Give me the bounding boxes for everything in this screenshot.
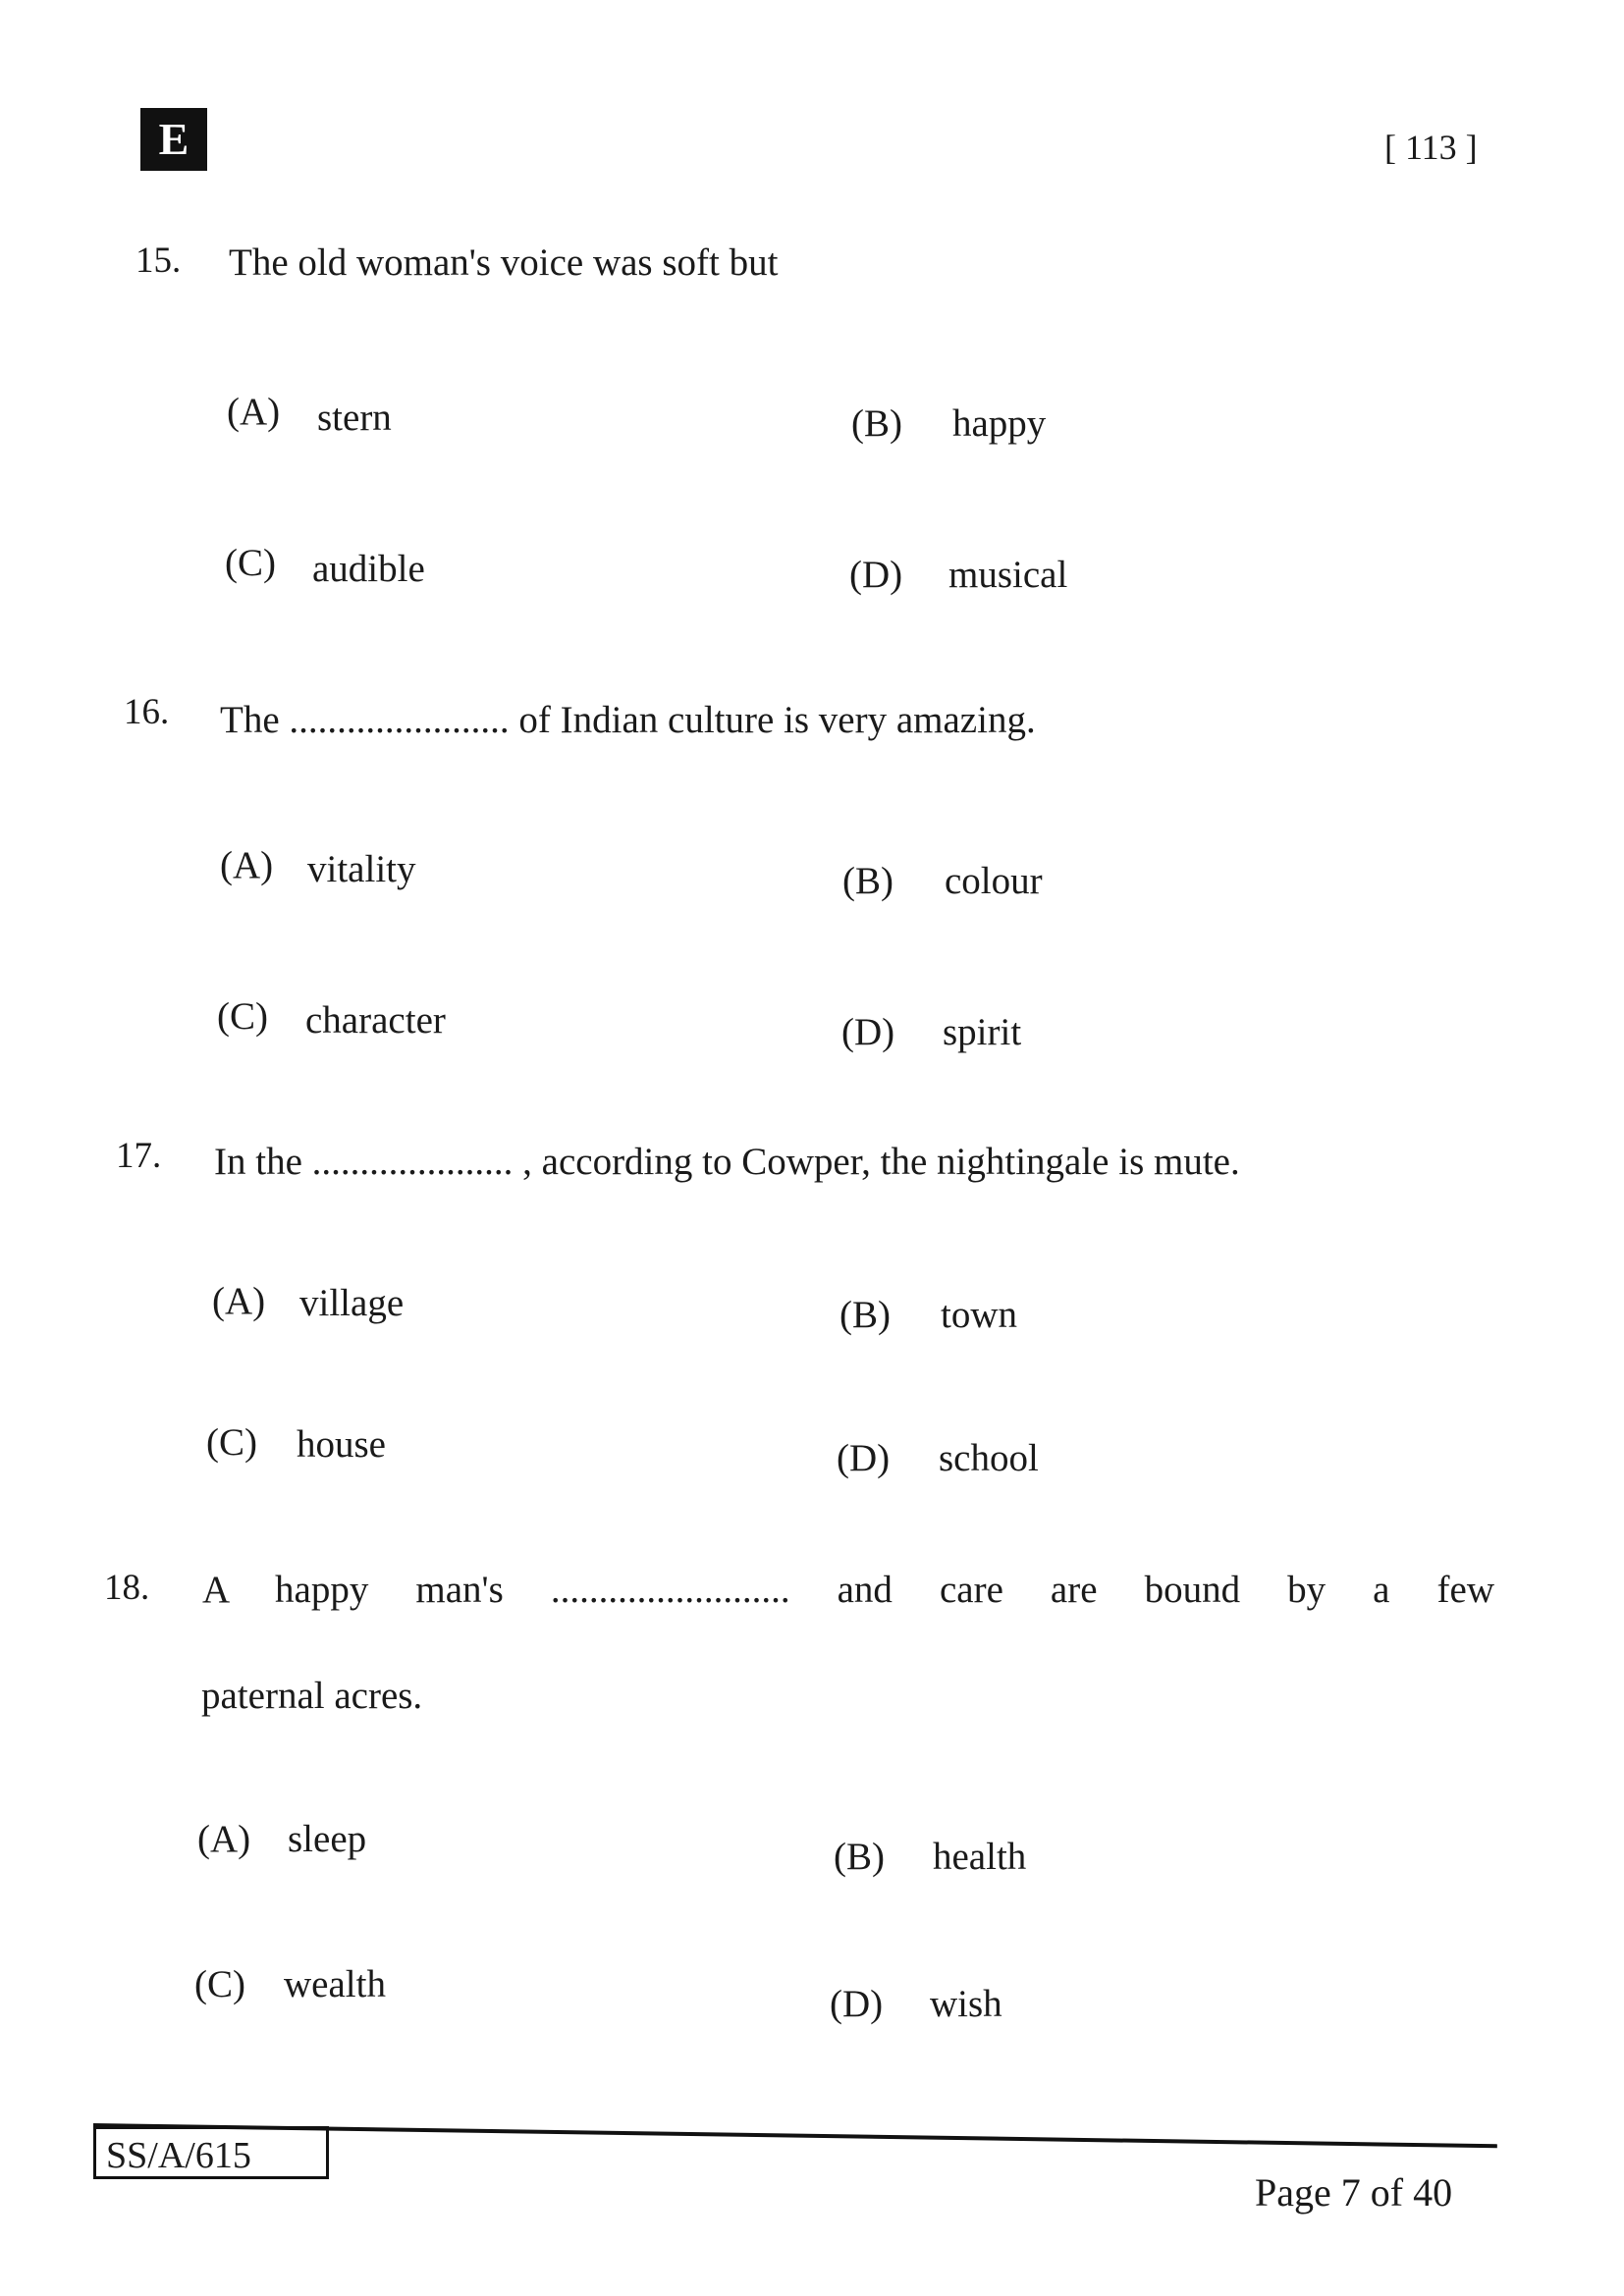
q18-option-a-letter: (A): [197, 1818, 251, 1860]
question-17-number: 17.: [116, 1136, 162, 1176]
question-18-text: A happy man's ......................... and care are bound by a few: [202, 1569, 1494, 1611]
q15-option-a-letter: (A): [227, 391, 281, 433]
q15-option-b: happy: [952, 402, 1047, 445]
set-label-box: E: [140, 108, 207, 171]
q16-option-b-letter: (B): [842, 860, 893, 902]
q15-option-d: musical: [948, 554, 1068, 596]
q17-option-a: village: [299, 1282, 405, 1324]
q17-option-b: town: [941, 1294, 1017, 1336]
question-16-number: 16.: [124, 692, 170, 732]
question-17-text: In the ..................... , according to Cowper, the nightingale is mute.: [214, 1141, 1240, 1183]
q15-option-c: audible: [312, 548, 425, 590]
q15-option-c-letter: (C): [225, 542, 276, 584]
q16-option-d-letter: (D): [841, 1011, 895, 1053]
page-reference: [ 113 ]: [1384, 128, 1478, 167]
q17-option-c-letter: (C): [206, 1421, 257, 1464]
question-16-text: The ....................... of Indian culture is very amazing.: [220, 699, 1036, 741]
q15-option-d-letter: (D): [849, 554, 903, 596]
q16-option-c: character: [305, 999, 446, 1041]
q16-option-c-letter: (C): [217, 995, 268, 1038]
page-number: Page 7 of 40: [1255, 2170, 1453, 2215]
q18-option-b-letter: (B): [834, 1836, 885, 1878]
q17-option-b-letter: (B): [839, 1294, 891, 1336]
q17-option-d: school: [939, 1437, 1039, 1479]
q15-option-b-letter: (B): [851, 402, 902, 445]
question-15-text: The old woman's voice was soft but: [229, 241, 779, 284]
q15-option-a: stern: [317, 397, 392, 439]
q18-option-c-letter: (C): [194, 1963, 245, 2005]
q18-option-b: health: [933, 1836, 1027, 1878]
q16-option-b: colour: [945, 860, 1043, 902]
question-18-number: 18.: [104, 1568, 150, 1608]
q17-option-c: house: [297, 1423, 386, 1466]
q17-option-a-letter: (A): [212, 1280, 266, 1322]
q16-option-a-letter: (A): [220, 844, 274, 886]
q17-option-d-letter: (D): [837, 1437, 891, 1479]
q18-option-a: sleep: [288, 1818, 367, 1860]
question-18-text-line2: paternal acres.: [201, 1675, 423, 1717]
q16-option-d: spirit: [943, 1011, 1022, 1053]
q18-option-d-letter: (D): [830, 1983, 884, 2025]
q18-option-d: wish: [930, 1983, 1002, 2025]
question-15-number: 15.: [135, 240, 182, 281]
paper-code-box: SS/A/615: [93, 2126, 329, 2179]
q16-option-a: vitality: [307, 848, 416, 890]
q18-option-c: wealth: [284, 1963, 386, 2005]
